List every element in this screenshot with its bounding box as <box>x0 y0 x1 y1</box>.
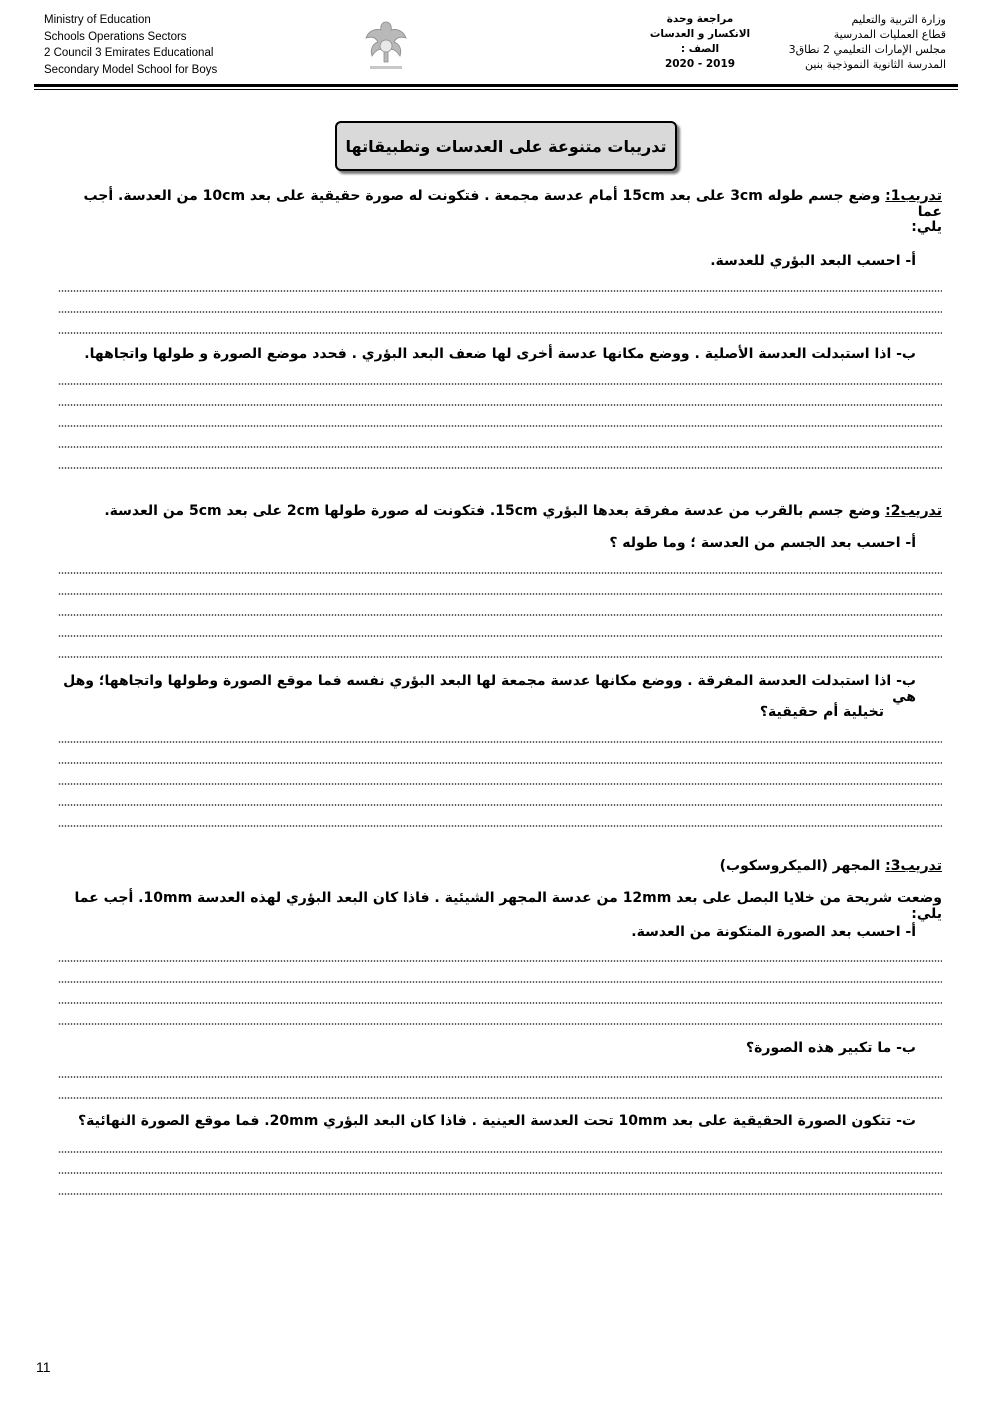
answer-line <box>58 825 942 827</box>
answer-line <box>58 1097 942 1099</box>
exercise3-label: تدريب3: <box>885 858 942 874</box>
answer-line <box>58 467 942 469</box>
answer-line <box>58 290 942 292</box>
header-english-block <box>44 12 217 78</box>
exercise2-statement <box>62 503 942 519</box>
exercise3-topic: المجهر (الميكروسكوب) <box>719 858 881 874</box>
header-unit-name: الانكسار و العدسات <box>649 28 751 40</box>
answer-line <box>58 1193 942 1195</box>
exercise1-statement <box>62 188 942 220</box>
worksheet-title-box <box>335 121 677 171</box>
exercise3-part-c: ت- تتكون الصورة الحقيقية على بعد 10mm تحت العدسة العينية . فاذا كان البعد البؤري 20mm. فما موقع الصورة النهائية؟ <box>78 1113 916 1129</box>
header-year: 2020 - 2019 <box>664 58 736 70</box>
header-school-ar: المدرسة الثانوية النموذجية بنين <box>805 58 946 71</box>
uae-emblem-icon <box>360 16 412 76</box>
header-grade: الصف : <box>680 43 720 55</box>
answer-line <box>58 572 942 574</box>
answer-line <box>58 1002 942 1004</box>
answer-line <box>58 1023 942 1025</box>
answer-line <box>58 762 942 764</box>
answer-line <box>58 741 942 743</box>
exercise1-part-a: أ- احسب البعد البؤري للعدسة. <box>710 253 916 269</box>
answer-line <box>58 593 942 595</box>
answer-line <box>58 311 942 313</box>
answer-line <box>58 425 942 427</box>
answer-line <box>58 383 942 385</box>
header-sectors: Schools Operations Sectors <box>44 30 187 43</box>
exercise3-part-a: أ- احسب بعد الصورة المتكونة من العدسة. <box>631 924 916 940</box>
exercise3-statement: وضعت شريحة من خلايا البصل على بعد 12mm من عدسة المجهر الشيئية . فاذا كان البعد البؤري لهذه العدسة 10mm. أجب عما يلي: <box>74 890 942 922</box>
header-review-unit: مراجعة وحدة <box>666 13 734 25</box>
answer-line <box>58 614 942 616</box>
header-council: 2 Council 3 Emirates Educational <box>44 47 214 59</box>
exercise1-label: تدريب1: <box>885 188 942 204</box>
header-council-ar: مجلس الإمارات التعليمي 2 نطاق3 <box>788 43 946 56</box>
header-sectors-ar: قطاع العمليات المدرسية <box>833 28 946 41</box>
answer-line <box>58 332 942 334</box>
answer-line <box>58 1172 942 1174</box>
answer-line <box>58 783 942 785</box>
header-ministry: Ministry of Education <box>44 14 151 26</box>
answer-line <box>58 635 942 637</box>
page-number: 11 <box>36 1359 51 1375</box>
exercise2-part-a: أ- احسب بعد الجسم من العدسة ؛ وما طوله ؟ <box>609 535 916 551</box>
answer-line <box>58 1151 942 1153</box>
answer-line <box>58 656 942 658</box>
header-school: Secondary Model School for Boys <box>44 63 218 76</box>
header-rule-thin <box>34 89 958 90</box>
header-rule-thick <box>34 84 958 87</box>
exercise2-part-b: ب- اذا استبدلت العدسة المفرقة . ووضع مكانها عدسة مجمعة لها البعد البؤري نفسه فما موقع الصورة وطولها واتجاهها؛ وهل هي <box>63 673 916 705</box>
answer-line <box>58 981 942 983</box>
header-ministry-ar: وزارة التربية والتعليم <box>851 13 946 26</box>
answer-line <box>58 1076 942 1078</box>
exercise1-text: وضع جسم طوله 3cm على بعد 15cm أمام عدسة مجمعة . فتكونت له صورة حقيقية على بعد 10cm من العدسة. أجب عما <box>83 188 942 220</box>
answer-line <box>58 404 942 406</box>
header-center-block <box>615 12 785 72</box>
exercise1-part-b: ب- اذا استبدلت العدسة الأصلية . ووضع مكانها عدسة أخرى لها ضعف البعد البؤري . فحدد موضع الصورة و طولها واتجاهها. <box>84 346 916 362</box>
exercise3-heading <box>62 858 942 874</box>
answer-line <box>58 804 942 806</box>
exercise1-statement-line2: يلي: <box>911 219 942 235</box>
exercise2-text: وضع جسم بالقرب من عدسة مفرقة بعدها البؤري 15cm. فتكونت له صورة طولها 2cm على بعد 5cm من العدسة. <box>104 503 881 519</box>
answer-line <box>58 446 942 448</box>
header-arabic-block <box>789 12 946 72</box>
exercise2-label: تدريب2: <box>885 503 942 519</box>
answer-line <box>58 960 942 962</box>
worksheet-title: تدريبات متنوعة على العدسات وتطبيقاتها <box>345 136 667 156</box>
exercise2-part-b-line2: تخيلية أم حقيقية؟ <box>759 704 884 720</box>
exercise3-part-b: ب- ما تكبير هذه الصورة؟ <box>746 1040 916 1056</box>
